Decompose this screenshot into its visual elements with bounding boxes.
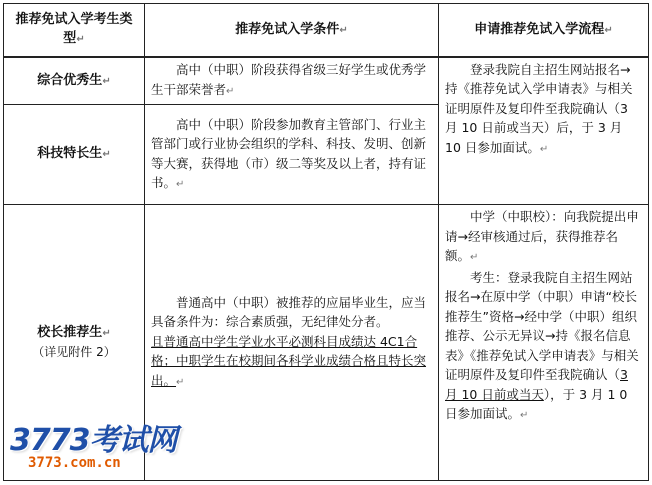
header-process: 申请推荐免试入学流程↵: [439, 4, 649, 57]
table-row: [4, 205, 649, 481]
type-cell: 综合优秀生↵: [4, 57, 145, 105]
admission-table: [3, 3, 649, 481]
process-cell-principal: 中学（中职校）：向我院提出申请→经审核通过后，获得推荐名额。↵ 考生：登录我院自主招生网站报名→在原中学（中职）申请“校长推荐生”资格→经中学（中职）组织推荐、公示无异议→持《报名信息表》《推荐免试入学申请表》与相关证明原件及复印件至我院确认（3 月 10 日前或当天），于 3 月 1 0 日参加面试。↵: [439, 205, 649, 481]
type-cell: 校长推荐生↵ （详见附件 2）: [4, 205, 145, 481]
table-header-row: [4, 4, 649, 57]
header-type: 推荐免试入学考生类型↵: [4, 4, 145, 57]
table-row: [4, 57, 649, 105]
condition-cell: 高中（中职）阶段获得省级三好学生或优秀学生干部荣誉者↵: [145, 57, 439, 105]
watermark-logo: 3773考试网: [10, 423, 177, 458]
condition-cell: 普通高中（中职）被推荐的应届毕业生，应当具备条件为：综合素质强，无纪律处分者。 且普通高中学生学业水平必测科目成绩达 4C1合格；中职学生在校期间各科学业成绩合格且特长突出。↵: [145, 205, 439, 481]
process-cell-shared: 登录我院自主招生网站报名→持《推荐免试入学申请表》与相关证明原件及复印件至我院确认（3 月 10 日前或当天）后，于 3 月 10 日参加面试。↵: [439, 57, 649, 205]
type-note: （详见附件 2）: [32, 345, 116, 359]
header-conditions: 推荐免试入学条件↵: [145, 4, 439, 57]
type-cell: 科技特长生↵: [4, 105, 145, 205]
watermark-domain: 3773.com.cn: [28, 455, 121, 471]
condition-cell: 高中（中职）阶段参加教育主管部门、行业主管部门或行业协会组织的学科、科技、发明、创新等大赛，获得地（市）级二等奖及以上者，持有证书。↵: [145, 105, 439, 205]
